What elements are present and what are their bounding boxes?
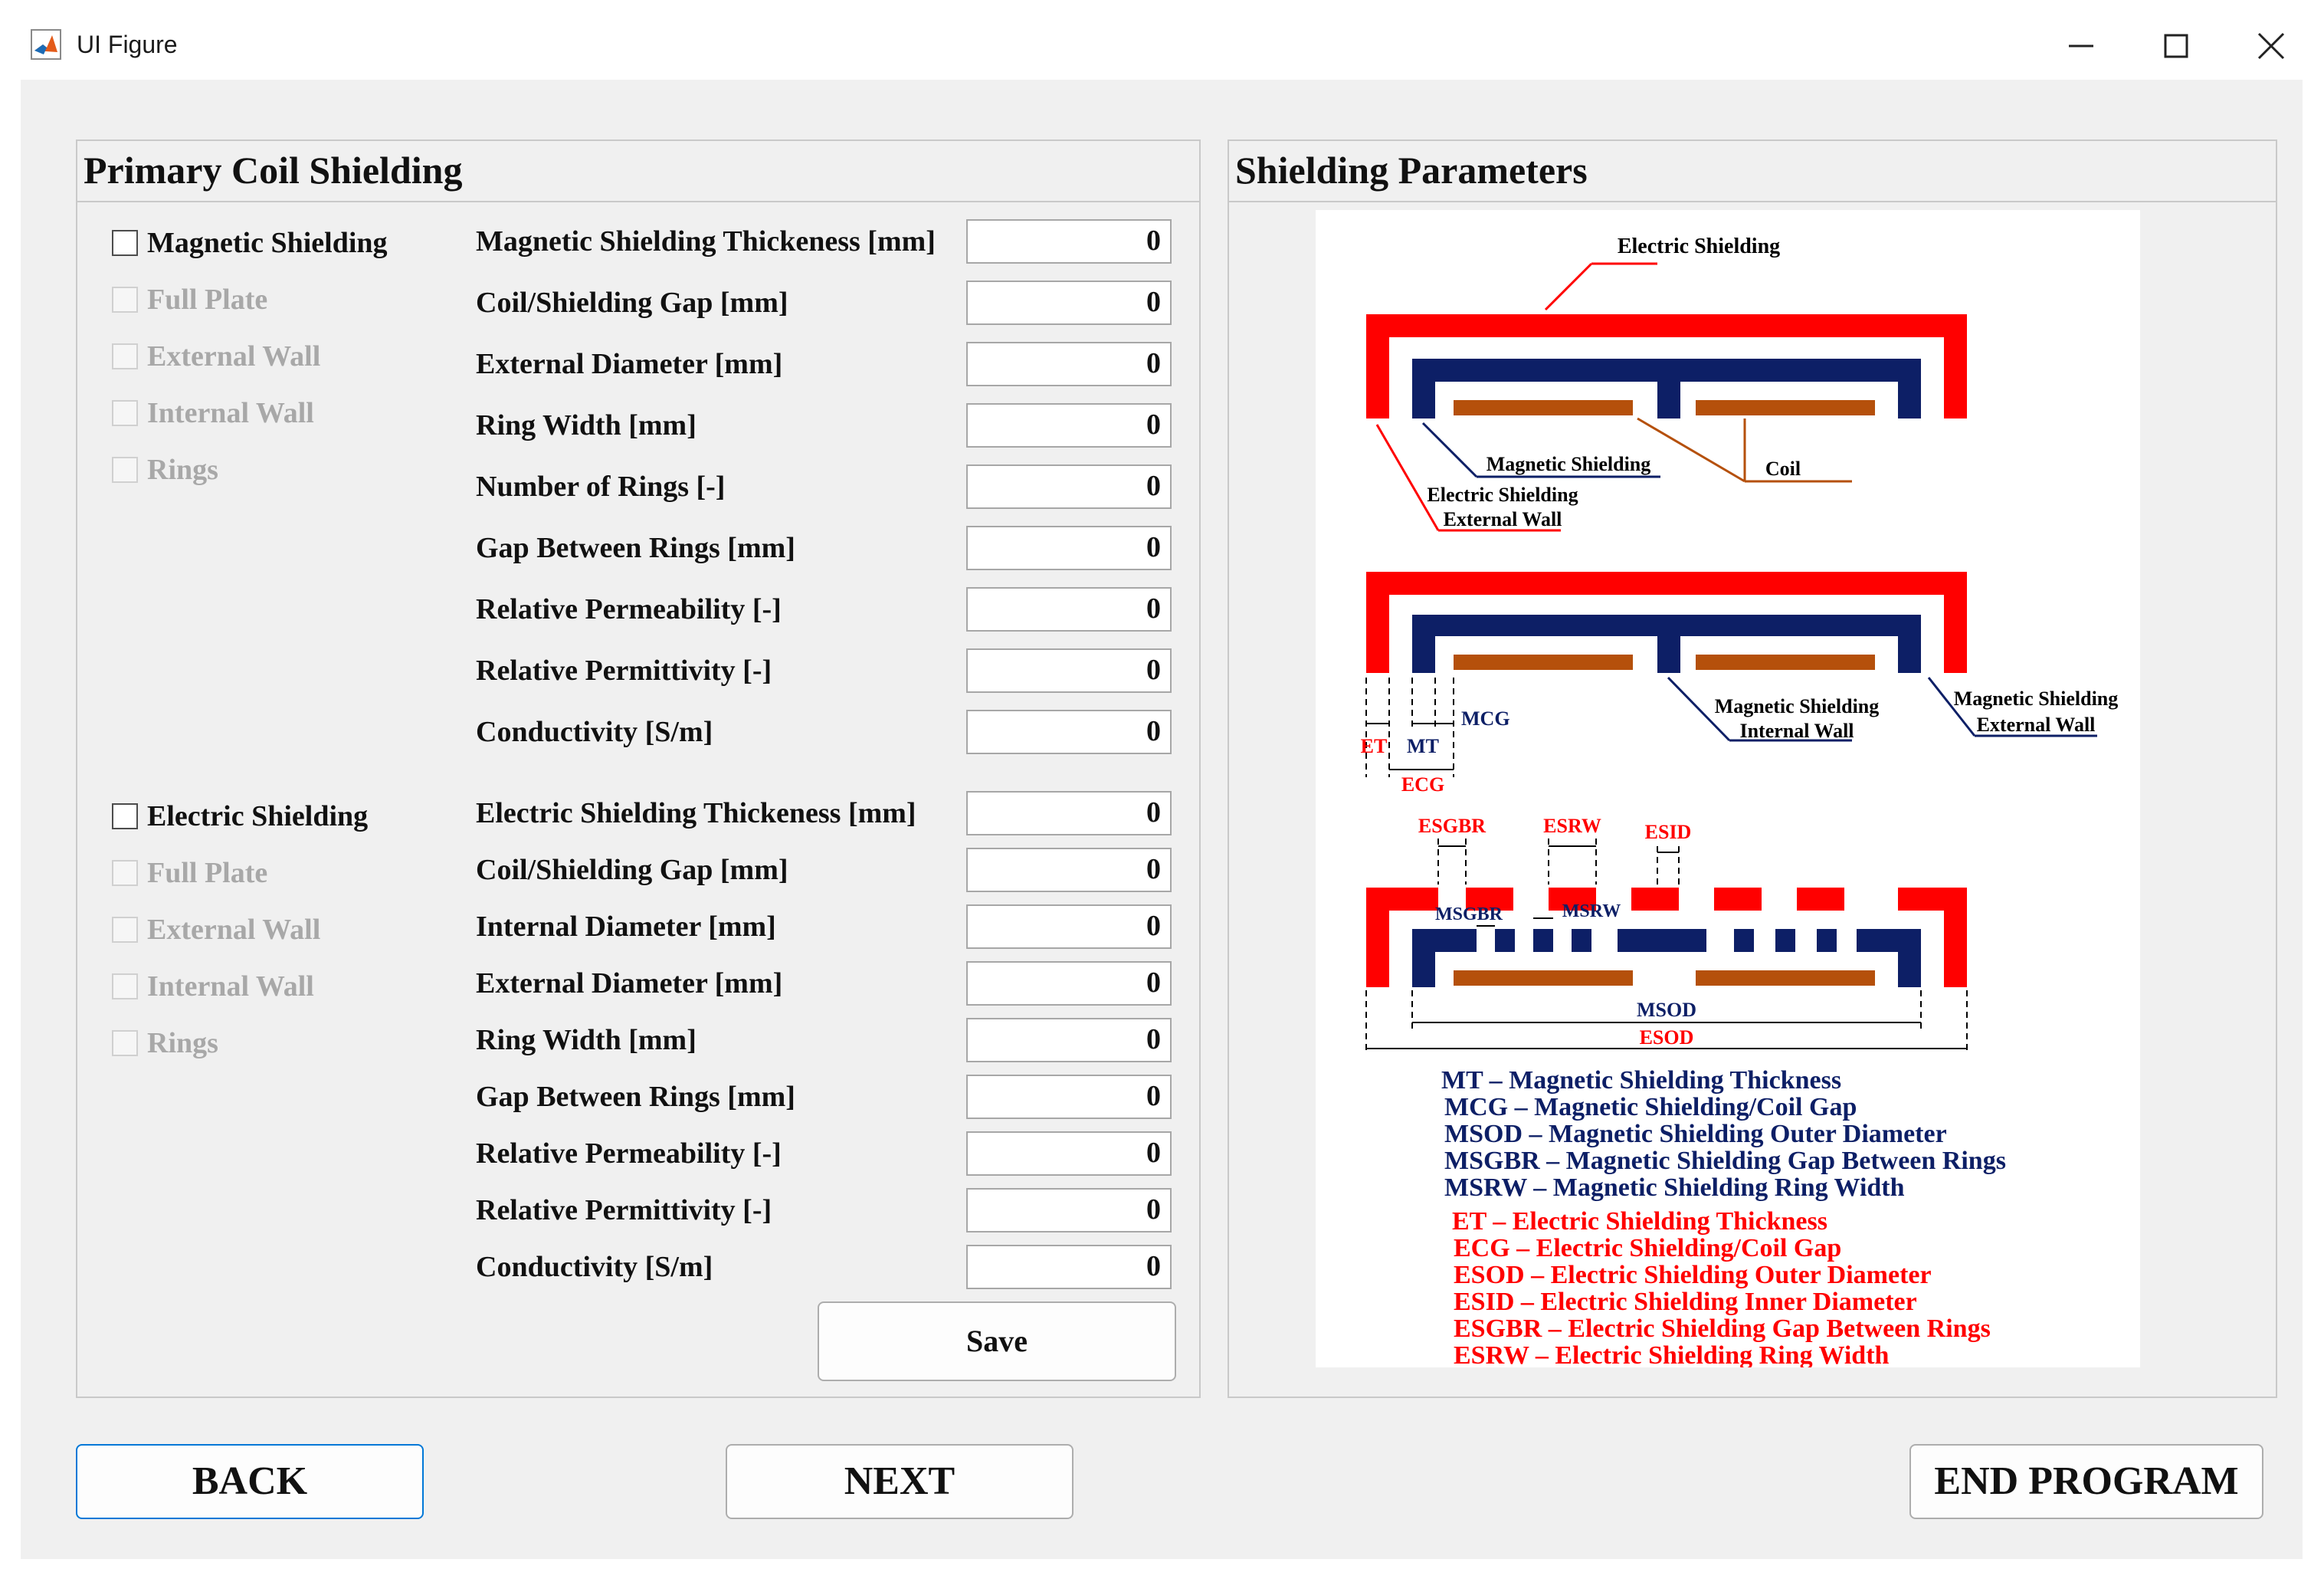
checkbox-box[interactable] [112, 457, 138, 483]
diagram-label: Electric Shielding [1427, 484, 1578, 506]
checkbox-label: External Wall [147, 340, 321, 373]
close-icon [2256, 31, 2286, 61]
electric-conductivity-input[interactable]: 0 [966, 1245, 1172, 1289]
legend-magnetic [1441, 1066, 2006, 1202]
checkbox-box[interactable] [112, 287, 138, 313]
window-title: UI Figure [77, 31, 178, 58]
diagram-label: MSOD [1637, 999, 1696, 1021]
electric-external-diameter-label: External Diameter [mm] [476, 967, 783, 999]
electric-external-diameter-input[interactable]: 0 [966, 961, 1172, 1006]
electric-internal-diameter-input[interactable]: 0 [966, 904, 1172, 949]
diagram-label: MSGBR [1434, 904, 1503, 924]
diagram-label: ECG [1401, 773, 1445, 796]
checkbox-label: Internal Wall [147, 397, 314, 429]
checkbox-label: Full Plate [147, 857, 268, 889]
magnetic-external-diameter-input[interactable]: 0 [966, 342, 1172, 386]
magnetic-gap-between-rings-input[interactable]: 0 [966, 526, 1172, 570]
electric-thickness-label: Electric Shielding Thickeness [mm] [476, 797, 916, 829]
shielding-parameters-panel [1228, 139, 2277, 1398]
primary-coil-shielding-panel [76, 139, 1201, 1398]
back-button[interactable]: BACK [76, 1444, 424, 1519]
electric-permittivity-input[interactable]: 0 [966, 1188, 1172, 1232]
panel-title: Primary Coil Shielding [84, 149, 463, 192]
diagram-full-plate [1366, 235, 1967, 530]
save-button[interactable]: Save [818, 1301, 1176, 1381]
minimize-icon [2066, 31, 2096, 61]
magnetic-coil-gap-label: Coil/Shielding Gap [mm] [476, 287, 788, 319]
diagram-label: ET [1360, 735, 1388, 757]
checkbox-label: Magnetic Shielding [147, 227, 388, 259]
maximize-icon [2161, 31, 2191, 61]
diagram-label: Internal Wall [1739, 720, 1854, 742]
checkbox-label: Rings [147, 454, 218, 486]
magnetic-thickness-label: Magnetic Shielding Thickeness [mm] [476, 225, 936, 258]
diagram-label: External Wall [1443, 508, 1562, 530]
checkbox-box[interactable] [112, 230, 138, 256]
electric-permeability-label: Relative Permeability [-] [476, 1137, 782, 1170]
magnetic-thickness-input[interactable]: 0 [966, 219, 1172, 264]
checkbox-label: External Wall [147, 914, 321, 946]
electric-coil-gap-input[interactable]: 0 [966, 848, 1172, 892]
electric-coil-gap-label: Coil/Shielding Gap [mm] [476, 854, 788, 886]
next-button[interactable]: NEXT [726, 1444, 1073, 1519]
legend-item: MSOD – Magnetic Shielding Outer Diameter [1444, 1120, 1947, 1148]
magnetic-coil-gap-input[interactable]: 0 [966, 281, 1172, 325]
checkbox-box[interactable] [112, 860, 138, 886]
magnetic-ring-width-label: Ring Width [mm] [476, 409, 697, 441]
diagram-label: ESRW [1543, 815, 1601, 837]
legend-item: ESRW – Electric Shielding Ring Width [1454, 1341, 1890, 1367]
electric-gap-between-rings-label: Gap Between Rings [mm] [476, 1081, 795, 1113]
end-program-button[interactable]: END PROGRAM [1909, 1444, 2263, 1519]
panel-divider [1229, 201, 2276, 202]
checkbox-box[interactable] [112, 1030, 138, 1056]
electric-gap-between-rings-input[interactable]: 0 [966, 1075, 1172, 1119]
legend-item: MSRW – Magnetic Shielding Ring Width [1444, 1173, 1905, 1202]
matlab-icon [31, 29, 61, 60]
diagram-label: MSRW [1562, 901, 1621, 921]
legend-item: ET – Electric Shielding Thickness [1452, 1207, 1827, 1236]
diagram-label: Coil [1765, 458, 1801, 480]
legend-item: ECG – Electric Shielding/Coil Gap [1454, 1234, 1842, 1262]
magnetic-permittivity-label: Relative Permittivity [-] [476, 655, 772, 687]
diagram-label: External Wall [1976, 714, 2096, 736]
magnetic-permeability-input[interactable]: 0 [966, 587, 1172, 632]
diagram-label: ESGBR [1418, 815, 1487, 837]
legend-item: MSGBR – Magnetic Shielding Gap Between Rings [1444, 1147, 2006, 1175]
electric-permittivity-label: Relative Permittivity [-] [476, 1194, 772, 1226]
electric-internal-diameter-label: Internal Diameter [mm] [476, 911, 776, 943]
shielding-diagram [1316, 210, 2140, 1367]
legend-item: ESID – Electric Shielding Inner Diameter [1454, 1288, 1917, 1316]
checkbox-box[interactable] [112, 803, 138, 829]
magnetic-conductivity-input[interactable]: 0 [966, 710, 1172, 754]
diagram-label: Magnetic Shielding [1714, 695, 1880, 717]
magnetic-conductivity-label: Conductivity [S/m] [476, 716, 713, 748]
electric-ring-width-input[interactable]: 0 [966, 1018, 1172, 1062]
diagram-label: ESOD [1639, 1026, 1694, 1049]
magnetic-number-of-rings-input[interactable]: 0 [966, 464, 1172, 509]
magnetic-permeability-label: Relative Permeability [-] [476, 593, 782, 625]
magnetic-external-diameter-label: External Diameter [mm] [476, 348, 783, 380]
magnetic-permittivity-input[interactable]: 0 [966, 648, 1172, 693]
minimize-button[interactable] [2050, 18, 2112, 74]
legend-item: MT – Magnetic Shielding Thickness [1441, 1066, 1842, 1095]
diagram-label: ESID [1644, 821, 1692, 843]
electric-conductivity-label: Conductivity [S/m] [476, 1251, 713, 1283]
diagram-label: MT [1407, 735, 1439, 757]
diagram-label: MCG [1461, 707, 1510, 730]
diagram-label: Electric Shielding [1617, 235, 1781, 258]
diagram-label: Magnetic Shielding [1486, 453, 1651, 475]
diagram-rings [1366, 815, 1967, 1053]
checkbox-label: Full Plate [147, 284, 268, 316]
legend-item: ESGBR – Electric Shielding Gap Between Rings [1454, 1315, 1991, 1343]
electric-thickness-input[interactable]: 0 [966, 791, 1172, 835]
panel-divider [77, 201, 1199, 202]
legend-item: MCG – Magnetic Shielding/Coil Gap [1444, 1093, 1857, 1121]
maximize-button[interactable] [2145, 18, 2207, 74]
magnetic-ring-width-input[interactable]: 0 [966, 403, 1172, 448]
checkbox-box[interactable] [112, 973, 138, 999]
checkbox-box[interactable] [112, 343, 138, 369]
diagram-label: Magnetic Shielding [1953, 688, 2119, 710]
legend-item: ESOD – Electric Shielding Outer Diameter [1454, 1261, 1932, 1289]
figure-canvas [21, 80, 2303, 1559]
electric-permeability-input[interactable]: 0 [966, 1131, 1172, 1176]
title-bar [0, 0, 2324, 80]
checkbox-label: Rings [147, 1027, 218, 1059]
legend-electric [1452, 1207, 1991, 1367]
electric-ring-width-label: Ring Width [mm] [476, 1024, 697, 1056]
checkbox-label: Electric Shielding [147, 800, 369, 832]
checkbox-label: Internal Wall [147, 970, 314, 1003]
panel-title: Shielding Parameters [1235, 149, 1588, 192]
checkbox-box[interactable] [112, 400, 138, 426]
checkbox-box[interactable] [112, 917, 138, 943]
close-button[interactable] [2240, 18, 2302, 74]
magnetic-number-of-rings-label: Number of Rings [-] [476, 471, 726, 503]
diagram-walls [1361, 572, 2119, 796]
magnetic-gap-between-rings-label: Gap Between Rings [mm] [476, 532, 795, 564]
